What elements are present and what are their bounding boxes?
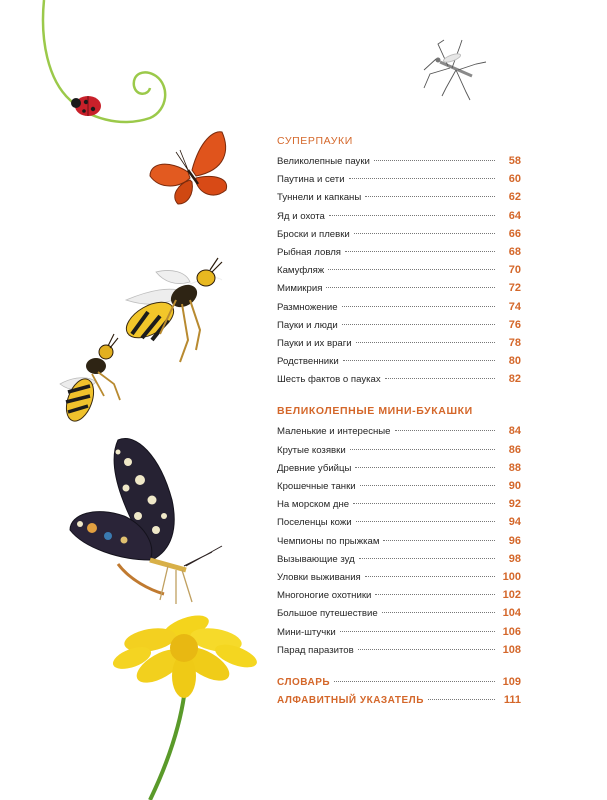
entry-page: 84: [508, 425, 521, 438]
entry-label: Мимикрия: [277, 283, 323, 295]
entry-label: Поселенцы кожи: [277, 517, 352, 529]
entry-page: 86: [508, 443, 521, 456]
leader-dots: [354, 233, 495, 234]
leader-dots: [329, 215, 495, 216]
entry-label: Большое путешествие: [277, 608, 378, 620]
leader-dots: [343, 360, 495, 361]
toc-entry[interactable]: [277, 459, 521, 477]
toc-entry[interactable]: [277, 604, 521, 622]
toc-entry[interactable]: [277, 422, 521, 440]
entry-label: Паутина и сети: [277, 174, 345, 186]
entry-page: 82: [508, 373, 521, 386]
toc-entry[interactable]: [277, 279, 521, 297]
leader-dots: [382, 612, 495, 613]
entry-label: На морском дне: [277, 499, 350, 511]
leader-dots: [358, 649, 495, 650]
entry-page: 78: [508, 336, 521, 349]
entry-label: Броски и плевки: [277, 228, 350, 240]
leader-dots: [326, 287, 495, 288]
leader-dots: [342, 324, 495, 325]
leader-dots: [356, 521, 495, 522]
leader-dots: [375, 594, 495, 595]
entry-page: 64: [508, 209, 521, 222]
leader-dots: [342, 306, 495, 307]
entry-label: Многоногие охотники: [277, 590, 372, 602]
entry-label: Древние убийцы: [277, 462, 352, 474]
entry-label: Рыбная ловля: [277, 246, 341, 258]
leader-dots: [350, 449, 495, 450]
entry-page: 108: [502, 643, 521, 656]
entry-label: Мини-штучки: [277, 626, 336, 638]
entry-page: 109: [502, 675, 521, 688]
entry-page: 68: [508, 245, 521, 258]
section-title: ВЕЛИКОЛЕПНЫЕ МИНИ-БУКАШКИ: [277, 405, 473, 418]
leader-dots: [345, 251, 495, 252]
section-title: СУПЕРПАУКИ: [277, 135, 353, 147]
entry-page: 88: [508, 461, 521, 474]
toc-entry[interactable]: [277, 513, 521, 531]
leader-dots: [360, 485, 495, 486]
yellow-flower-icon: [110, 610, 260, 800]
toc-entry[interactable]: [277, 568, 521, 586]
entry-page: 58: [508, 155, 521, 167]
entry-label: АЛФАВИТНЫЙ УКАЗАТЕЛЬ: [277, 695, 424, 707]
entry-page: 66: [508, 227, 521, 240]
entry-label: Маленькие и интересные: [277, 426, 391, 438]
entry-page: 98: [508, 552, 521, 565]
entry-page: 100: [502, 570, 521, 583]
mosquito-icon: [424, 40, 486, 100]
leader-dots: [353, 503, 495, 504]
toc-entry[interactable]: [277, 207, 521, 225]
toc-entry[interactable]: [277, 532, 521, 550]
entry-page: 92: [508, 498, 521, 511]
entry-page: 70: [508, 264, 521, 277]
entry-page: 62: [508, 191, 521, 204]
toc-entry[interactable]: [277, 370, 521, 388]
entry-page: 111: [503, 694, 521, 707]
entry-label: Туннели и капканы: [277, 192, 362, 204]
leader-dots: [355, 467, 495, 468]
entry-label: Парад паразитов: [277, 644, 354, 656]
entry-label: Чемпионы по прыжкам: [277, 535, 380, 547]
entry-label: Шесть фактов о пауках: [277, 374, 381, 386]
entry-page: 80: [508, 355, 521, 368]
toc-entry[interactable]: [277, 441, 521, 459]
leader-dots: [385, 378, 495, 379]
entry-label: СЛОВАРЬ: [277, 676, 331, 688]
wasp-large-icon: [120, 258, 222, 362]
toc-entry[interactable]: [277, 261, 521, 279]
leader-dots: [356, 342, 495, 343]
table-of-contents: [277, 133, 521, 709]
section-mini-bugs: [277, 403, 521, 658]
swallowtail-butterfly-icon: [70, 438, 222, 604]
wasp-small-icon: [60, 334, 120, 425]
leader-dots: [383, 540, 495, 541]
entry-page: 90: [508, 480, 521, 492]
leader-dots: [365, 576, 495, 577]
leader-dots: [374, 160, 495, 161]
toc-entry-index[interactable]: [277, 691, 521, 709]
leader-dots: [334, 681, 495, 682]
section-superspiders: [277, 133, 521, 388]
entry-page: 94: [508, 516, 521, 529]
entry-page: 74: [508, 300, 521, 313]
leader-dots: [365, 196, 495, 197]
toc-entry[interactable]: [277, 477, 521, 495]
entry-label: Размножение: [277, 301, 338, 313]
entry-page: 96: [508, 534, 521, 547]
toc-entry[interactable]: [277, 188, 521, 206]
ladybug-on-tendril-icon: [43, 0, 165, 122]
entry-label: Родственники: [277, 356, 339, 368]
leader-dots: [428, 699, 495, 700]
entry-label: Уловки выживания: [277, 571, 361, 583]
entry-label: Яд и охота: [277, 210, 325, 222]
entry-label: Вызывающие зуд: [277, 553, 355, 565]
toc-entry[interactable]: [277, 352, 521, 370]
entry-label: Крошечные танки: [277, 481, 356, 492]
orange-butterfly-icon: [150, 132, 227, 204]
toc-entry[interactable]: [277, 586, 521, 604]
leader-dots: [395, 430, 495, 431]
entry-label: Крутые козявки: [277, 444, 346, 456]
toc-entry[interactable]: [277, 641, 521, 659]
leader-dots: [359, 558, 495, 559]
toc-entry[interactable]: [277, 623, 521, 641]
entry-page: 106: [502, 625, 521, 638]
entry-label: Великолепные пауки: [277, 156, 370, 167]
toc-entry[interactable]: [277, 225, 521, 243]
entry-label: Пауки и люди: [277, 319, 338, 331]
appendix: [277, 673, 521, 709]
toc-entry[interactable]: [277, 334, 521, 352]
toc-entry-glossary[interactable]: [277, 673, 521, 691]
toc-entry[interactable]: [277, 152, 521, 170]
entry-page: 102: [502, 589, 521, 602]
toc-entry[interactable]: [277, 550, 521, 568]
entry-label: Камуфляж: [277, 265, 325, 277]
toc-entry[interactable]: [277, 495, 521, 513]
section-gap: [277, 388, 521, 403]
toc-entry[interactable]: [277, 170, 521, 188]
toc-entry[interactable]: [277, 298, 521, 316]
leader-dots: [349, 178, 495, 179]
leader-dots: [328, 269, 495, 270]
leader-dots: [340, 631, 495, 632]
toc-entry[interactable]: [277, 316, 521, 334]
entry-page: 76: [508, 318, 521, 331]
entry-label: Пауки и их враги: [277, 337, 352, 349]
toc-entry[interactable]: [277, 243, 521, 261]
entry-page: 60: [508, 173, 521, 186]
entry-page: 104: [502, 607, 521, 620]
entry-page: 72: [508, 282, 521, 295]
